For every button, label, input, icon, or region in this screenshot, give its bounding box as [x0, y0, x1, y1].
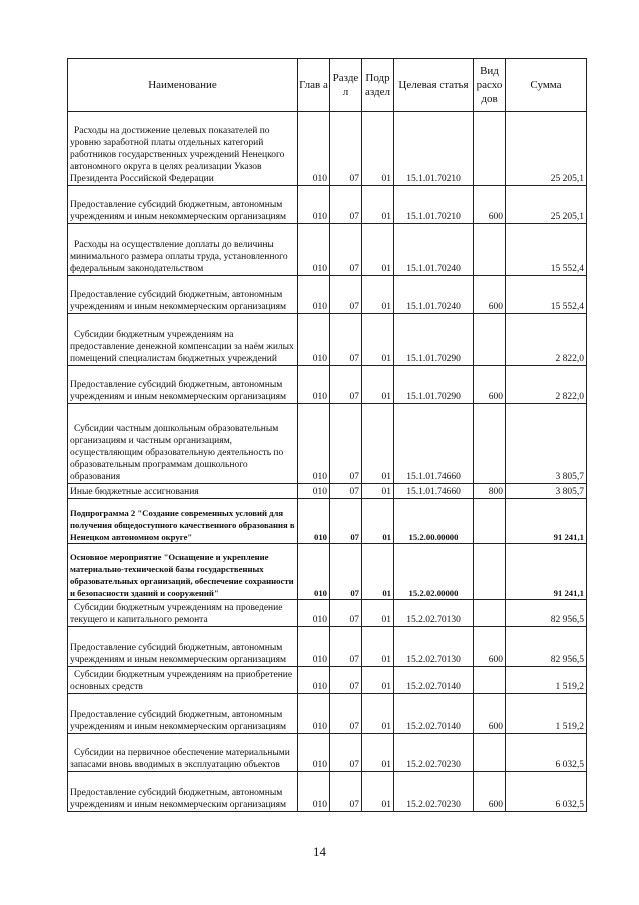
budget-table	[67, 58, 587, 812]
table-row	[68, 366, 587, 404]
row-podrazdel: 01	[362, 314, 394, 366]
row-razdel: 07	[330, 484, 362, 499]
row-razdel: 07	[330, 544, 362, 600]
row-target: 15.1.01.70210	[394, 186, 474, 224]
row-name: Предоставление субсидий бюджетным, автономным учреждениям и иным некоммерческим организациям	[68, 627, 298, 667]
table-header-row	[68, 59, 587, 112]
row-vid	[474, 544, 506, 600]
row-razdel: 07	[330, 112, 362, 186]
row-name: Субсидии частным дошкольным образовательным организациям и частным организациям, осуществляющим образовательную деятельность по образовательным программам дошкольного образования	[68, 404, 298, 484]
row-sum: 1 519,2	[506, 694, 587, 734]
row-target: 15.1.01.70290	[394, 314, 474, 366]
row-sum: 82 956,5	[506, 600, 587, 627]
row-name: Предоставление субсидий бюджетным, автономным учреждениям и иным некоммерческим организациям	[68, 276, 298, 314]
row-name: Иные бюджетные ассигнования	[68, 484, 298, 499]
page-number: 14	[313, 844, 326, 859]
header-podrazdel: Подр аздел	[362, 59, 394, 112]
row-glava: 010	[298, 772, 330, 812]
table-row	[68, 186, 587, 224]
row-podrazdel: 01	[362, 186, 394, 224]
row-glava: 010	[298, 276, 330, 314]
row-podrazdel: 01	[362, 366, 394, 404]
row-target: 15.2.02.70130	[394, 627, 474, 667]
row-vid: 600	[474, 366, 506, 404]
row-podrazdel: 01	[362, 694, 394, 734]
row-sum: 3 805,7	[506, 404, 587, 484]
row-glava: 010	[298, 544, 330, 600]
row-name: Предоставление субсидий бюджетным, автономным учреждениям и иным некоммерческим организациям	[68, 694, 298, 734]
row-podrazdel: 01	[362, 112, 394, 186]
row-name: Предоставление субсидий бюджетным, автономным учреждениям и иным некоммерческим организациям	[68, 366, 298, 404]
row-razdel: 07	[330, 224, 362, 276]
header-razdel: Разде л	[330, 59, 362, 112]
row-target: 15.2.02.70230	[394, 772, 474, 812]
row-name: Субсидии бюджетным учреждениям на проведение текущего и капитального ремонта	[68, 600, 298, 627]
row-podrazdel: 01	[362, 600, 394, 627]
row-target: 15.2.02.00000	[394, 544, 474, 600]
row-razdel: 07	[330, 734, 362, 772]
row-vid	[474, 600, 506, 627]
row-vid: 600	[474, 627, 506, 667]
row-sum: 2 822,0	[506, 314, 587, 366]
row-glava: 010	[298, 499, 330, 544]
table-row	[68, 224, 587, 276]
row-razdel: 07	[330, 276, 362, 314]
row-name: Субсидии бюджетным учреждениям на предоставление денежной компенсации за наём жилых помещений специалистам бюджетных учреждений	[68, 314, 298, 366]
row-name: Предоставление субсидий бюджетным, автономным учреждениям и иным некоммерческим организациям	[68, 772, 298, 812]
row-sum: 1 519,2	[506, 667, 587, 694]
row-glava: 010	[298, 112, 330, 186]
row-name: Предоставление субсидий бюджетным, автономным учреждениям и иным некоммерческим организациям	[68, 186, 298, 224]
header-glava: Глав а	[298, 59, 330, 112]
row-target: 15.2.02.70130	[394, 600, 474, 627]
row-podrazdel: 01	[362, 224, 394, 276]
row-glava: 010	[298, 366, 330, 404]
row-target: 15.2.02.70140	[394, 667, 474, 694]
row-podrazdel: 01	[362, 667, 394, 694]
table-row	[68, 484, 587, 499]
row-vid	[474, 314, 506, 366]
row-target: 15.1.01.70210	[394, 112, 474, 186]
row-podrazdel: 01	[362, 484, 394, 499]
row-sum: 25 205,1	[506, 112, 587, 186]
row-podrazdel: 01	[362, 772, 394, 812]
table-row	[68, 694, 587, 734]
row-razdel: 07	[330, 694, 362, 734]
row-target: 15.2.00.00000	[394, 499, 474, 544]
row-razdel: 07	[330, 600, 362, 627]
row-sum: 6 032,5	[506, 772, 587, 812]
row-vid: 600	[474, 186, 506, 224]
row-razdel: 07	[330, 627, 362, 667]
row-target: 15.1.01.74660	[394, 484, 474, 499]
row-target: 15.2.02.70140	[394, 694, 474, 734]
row-razdel: 07	[330, 499, 362, 544]
row-podrazdel: 01	[362, 544, 394, 600]
row-vid	[474, 499, 506, 544]
table-row	[68, 667, 587, 694]
row-glava: 010	[298, 627, 330, 667]
row-glava: 010	[298, 224, 330, 276]
row-glava: 010	[298, 404, 330, 484]
row-razdel: 07	[330, 404, 362, 484]
table-row	[68, 772, 587, 812]
row-vid	[474, 224, 506, 276]
row-razdel: 07	[330, 186, 362, 224]
row-podrazdel: 01	[362, 627, 394, 667]
row-sum: 15 552,4	[506, 276, 587, 314]
row-vid	[474, 667, 506, 694]
row-sum: 91 241,1	[506, 544, 587, 600]
row-sum: 6 032,5	[506, 734, 587, 772]
row-vid: 600	[474, 772, 506, 812]
row-razdel: 07	[330, 667, 362, 694]
row-podrazdel: 01	[362, 499, 394, 544]
row-vid: 800	[474, 484, 506, 499]
row-target: 15.1.01.70240	[394, 276, 474, 314]
row-sum: 91 241,1	[506, 499, 587, 544]
row-glava: 010	[298, 667, 330, 694]
row-vid	[474, 404, 506, 484]
row-sum: 15 552,4	[506, 224, 587, 276]
row-glava: 010	[298, 734, 330, 772]
row-vid	[474, 112, 506, 186]
table-row	[68, 600, 587, 627]
table-row	[68, 314, 587, 366]
row-target: 15.2.02.70230	[394, 734, 474, 772]
row-sum: 2 822,0	[506, 366, 587, 404]
row-podrazdel: 01	[362, 276, 394, 314]
table-row	[68, 404, 587, 484]
row-glava: 010	[298, 186, 330, 224]
row-target: 15.1.01.70240	[394, 224, 474, 276]
row-vid: 600	[474, 694, 506, 734]
table-row	[68, 544, 587, 600]
table-row	[68, 734, 587, 772]
row-glava: 010	[298, 314, 330, 366]
row-name: Расходы на достижение целевых показателей по уровню заработной платы отдельных категорий работников государственных учреждений Ненецкого автономного округа в целях реализации Указов Президента Российской Федерации	[68, 112, 298, 186]
row-target: 15.1.01.74660	[394, 404, 474, 484]
row-name: Расходы на осуществление доплаты до величины минимального размера оплаты труда, установленного федеральным законодательством	[68, 224, 298, 276]
header-sum: Сумма	[506, 59, 587, 112]
row-name: Подпрограмма 2 "Создание современных условий для получения общедоступного качественного образования в Ненецком автономном округе"	[68, 499, 298, 544]
row-vid	[474, 734, 506, 772]
header-target: Целевая статья	[394, 59, 474, 112]
row-razdel: 07	[330, 314, 362, 366]
row-sum: 25 205,1	[506, 186, 587, 224]
row-name: Основное мероприятие "Оснащение и укрепление материально-технической базы государственных образовательных организаций, обеспечение сохранности и безопасности зданий и сооружений"	[68, 544, 298, 600]
row-glava: 010	[298, 694, 330, 734]
row-razdel: 07	[330, 772, 362, 812]
row-glava: 010	[298, 600, 330, 627]
row-sum: 82 956,5	[506, 627, 587, 667]
header-name: Наименование	[68, 59, 298, 112]
row-razdel: 07	[330, 366, 362, 404]
table-row	[68, 276, 587, 314]
row-target: 15.1.01.70290	[394, 366, 474, 404]
row-sum: 3 805,7	[506, 484, 587, 499]
row-name: Субсидии бюджетным учреждениям на приобретение основных средств	[68, 667, 298, 694]
table-row	[68, 499, 587, 544]
row-name: Субсидии на первичное обеспечение материальными запасами вновь вводимых в эксплуатацию объектов	[68, 734, 298, 772]
header-vid: Вид расхо дов	[474, 59, 506, 112]
row-podrazdel: 01	[362, 404, 394, 484]
table-row	[68, 627, 587, 667]
row-vid: 600	[474, 276, 506, 314]
row-podrazdel: 01	[362, 734, 394, 772]
table-row	[68, 112, 587, 186]
row-glava: 010	[298, 484, 330, 499]
